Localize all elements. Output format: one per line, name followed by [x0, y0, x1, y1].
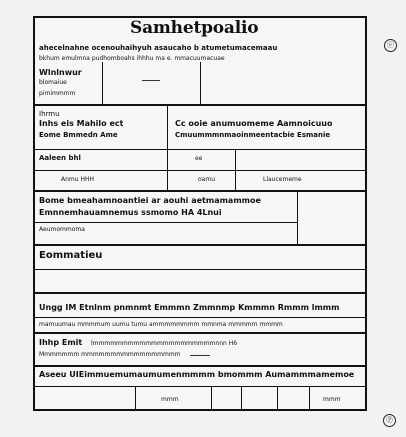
section2-left-line1: Inhs eis Mahilo ect: [39, 119, 124, 128]
header-line-1: ahecelnahne ocenouhaihyuh asaucaho b atumetumacemaau: [39, 44, 278, 52]
section6-title-rest: lmmmmmmmmmmmmmmmmmmmmmnnn H6: [91, 340, 238, 347]
header-left-value: blomaiue: [39, 79, 67, 86]
section2-left-line2: Eome Bmmedn Ame: [39, 131, 118, 139]
section2-right-line1: Cc ooie anumuomeme Aamnoicuuo: [175, 119, 333, 128]
section5-line1: Ungg IM Etnlnm pnmnmt Emmmn Zmmnmp Kmmmn Rmmm lmmm: [39, 303, 340, 312]
section5-line2: mamuumau mmmmum uumu tumu ammmmmmmm mmnma mmmmm mmmm: [39, 321, 283, 328]
row-a-cell-2: ee: [195, 155, 203, 162]
header-left-label: Wlnlnwur: [39, 68, 82, 77]
header-line-2: bkhum emulmna pudhomboahs ihhhu ma e. mmacuumacuae: [39, 55, 225, 62]
section2-right-line2: Cmuummmnmaoinmeentacbie Esmanie: [175, 131, 331, 139]
corner-page-mark-icon: Ⓟ: [383, 414, 396, 427]
section7-cell-1: mmm: [161, 396, 179, 403]
row-b-cell-3: Llaucememe: [263, 176, 302, 183]
section4-title: Eommatieu: [39, 250, 103, 261]
row-b-cell-1: Anmu HHH: [61, 176, 94, 183]
section3-line1: Bome bmeahamnoantiei ar aouhi aetmamammoe: [39, 196, 261, 205]
corner-seal-icon: ⓔ: [384, 39, 397, 52]
section2-left-title: Ihrmu: [39, 110, 60, 118]
section3-sub: Aeumommoma: [39, 226, 85, 233]
row-b-cell-2: oamu: [198, 176, 215, 183]
section7-line1: Aseeu UIEimmuemumaumumenmmmm bmommm Aumammmamemoe: [39, 370, 355, 379]
section3-line2: Emnnemhauamnemus ssmomo HA 4Lnui: [39, 208, 222, 217]
row-a-cell-1: Aaleen bhl: [39, 154, 81, 162]
form-title: Samhetpoalio: [130, 18, 259, 38]
section7-cell-2: mmm: [323, 396, 341, 403]
header-left-small: pimimmmm: [39, 90, 76, 97]
section6-title: Ihhp Emit: [39, 338, 83, 347]
section6-line2: Mmmmmmm mmmmmmmmmmmmmmmmm: [39, 351, 181, 358]
document-form: [33, 16, 367, 411]
